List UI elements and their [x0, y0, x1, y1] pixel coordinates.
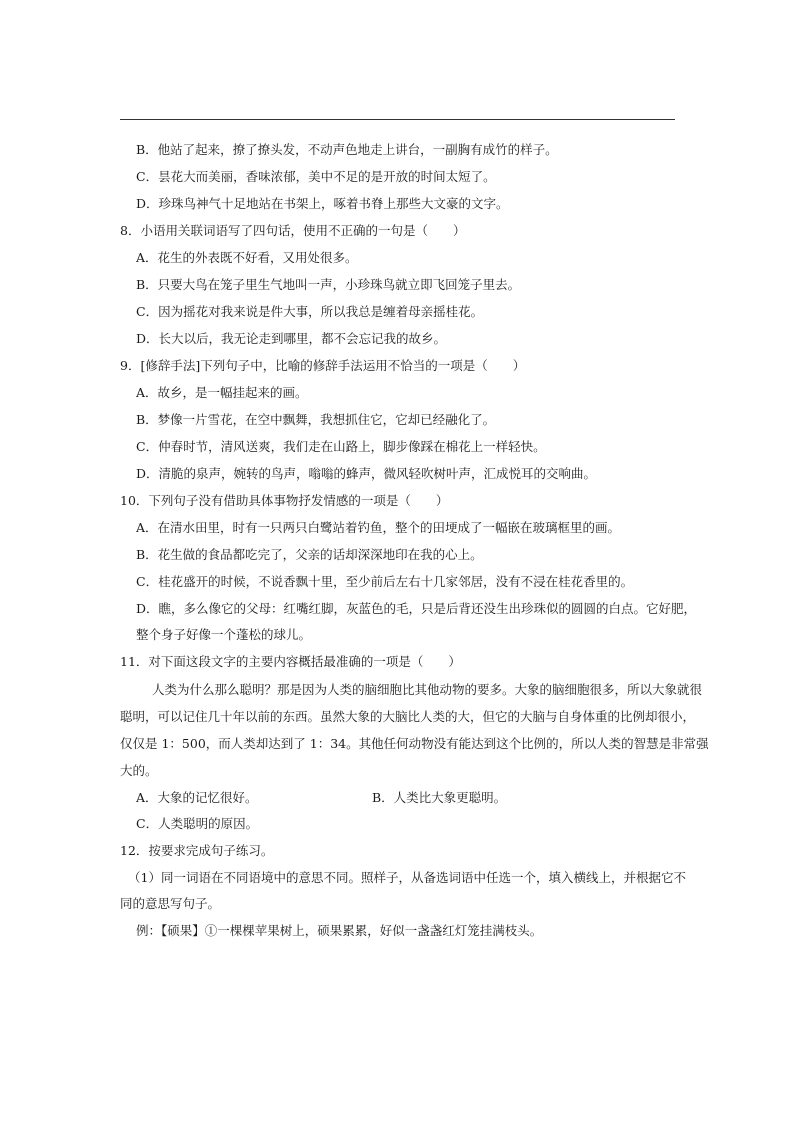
q9-option-a: A．故乡，是一幅挂起来的画。: [136, 385, 308, 400]
question-8: 8．小语用关联词语写了四句话，使用不正确的一句是（ ）: [120, 223, 466, 238]
question-11: 11．对下面这段文字的主要内容概括最准确的一项是（ ）: [120, 654, 461, 669]
q9-option-d: D．清脆的泉声，婉转的鸟声，嗡嗡的蜂声，微风轻吹树叶声，汇成悦耳的交响曲。: [136, 466, 597, 481]
q9-option-c: C．仲春时节，清风送爽，我们走在山路上，脚步像踩在棉花上一样轻快。: [136, 439, 546, 454]
q11-option-c: C．人类聪明的原因。: [136, 816, 259, 831]
q12-subquestion-1: （1）同一词语在不同语境中的意思不同。照样子，从备选词语中任选一个，填入横线上，并根据它不: [128, 870, 686, 885]
passage-line-3: 仅仅是 1：500，而人类却达到了 1：34。其他任何动物没有能达到这个比例的，所以人类的智慧是非常强: [120, 736, 709, 751]
q8-option-c: C．因为摇花对我来说是件大事，所以我总是缠着母亲摇桂花。: [136, 304, 484, 319]
q7-option-d: D．珍珠鸟神气十足地站在书架上，啄着书脊上那些大文豪的文字。: [136, 196, 509, 211]
q11-option-a: A．大象的记忆很好。: [136, 790, 258, 805]
q10-option-c: C．桂花盛开的时候，不说香飘十里，至少前后左右十几家邻居，没有不浸在桂花香里的。: [136, 574, 634, 589]
question-12: 12．按要求完成句子练习。: [120, 843, 274, 858]
q12-example: 例：【硕果】①一棵棵苹果树上，硕果累累，好似一盏盏红灯笼挂满枝头。: [136, 923, 543, 938]
q10-option-d: D．瞧，多么像它的父母：红嘴红脚，灰蓝色的毛，只是后背还没生出珍珠似的圆圆的白点。它好肥，: [136, 601, 697, 616]
question-9: 9．[修辞手法]下列句子中，比喻的修辞手法运用不恰当的一项是（ ）: [120, 358, 526, 373]
q8-option-d: D．长大以后，我无论走到哪里，都不会忘记我的故乡。: [136, 331, 447, 346]
q10-option-a: A．在清水田里，时有一只两只白鹭站着钓鱼，整个的田埂成了一幅嵌在玻璃框里的画。: [136, 520, 621, 535]
question-10: 10．下列句子没有借助具体事物抒发情感的一项是（ ）: [120, 493, 449, 508]
passage-line-4: 大的。: [120, 763, 158, 778]
q10-option-b: B．花生做的食品都吃完了，父亲的话却深深地印在我的心上。: [136, 547, 483, 562]
q7-option-b: B．他站了起来，撩了撩头发，不动声色地走上讲台，一副胸有成竹的样子。: [136, 142, 558, 157]
q12-subquestion-1-continued: 同的意思写句子。: [120, 896, 221, 911]
q11-option-b: B．人类比大象更聪明。: [372, 790, 507, 805]
q8-option-b: B．只要大鸟在笼子里生气地叫一声，小珍珠鸟就立即飞回笼子里去。: [136, 277, 521, 292]
q9-option-b: B．梦像一片雪花，在空中飘舞，我想抓住它，它却已经融化了。: [136, 412, 496, 427]
q10-option-d-continued: 整个身子好像一个蓬松的球儿。: [136, 627, 312, 642]
passage-line-1: 人类为什么那么聪明？那是因为人类的脑细胞比其他动物的要多。大象的脑细胞很多，所以大象就很: [152, 682, 703, 697]
header-rule: [120, 119, 675, 120]
q8-option-a: A．花生的外表既不好看，又用处很多。: [136, 250, 358, 265]
q7-option-c: C．昙花大而美丽，香味浓郁，美中不足的是开放的时间太短了。: [136, 169, 496, 184]
passage-line-2: 聪明，可以记住几十年以前的东西。虽然大象的大脑比人类的大，但它的大脑与自身体重的比例却很小，: [120, 709, 696, 724]
